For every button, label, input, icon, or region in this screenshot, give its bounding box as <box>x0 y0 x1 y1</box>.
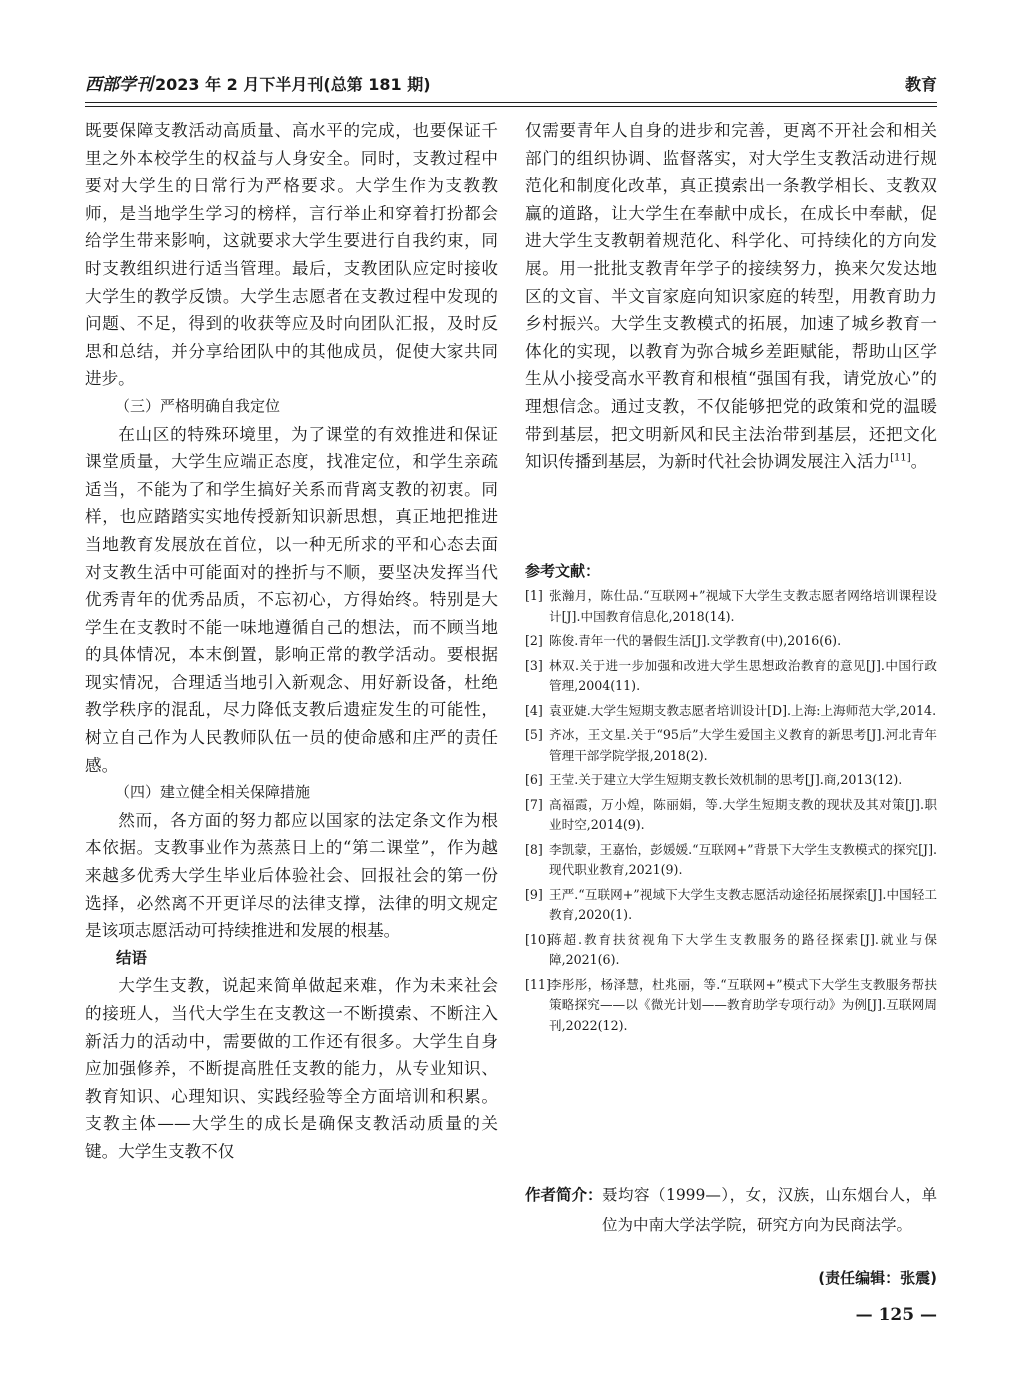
reference-text: 张瀚月，陈仕品.“互联网+”视域下大学生支教志愿者网络培训课程设计[J].中国教育信息化,2018(14). <box>549 588 937 624</box>
reference-item <box>525 631 937 652</box>
running-header <box>85 71 937 99</box>
reference-number: [4] <box>525 702 543 718</box>
left-column <box>85 117 498 1166</box>
author-bio <box>525 1180 937 1240</box>
section-name: 教育 <box>904 75 937 94</box>
citation-mark: [11] <box>890 452 911 464</box>
paragraph: 在山区的特殊环境里，为了课堂的有效推进和保证课堂质量，大学生应端正态度，找准定位，和学生亲疏适当，不能为了和学生搞好关系而背离支教的初衷。同样，也应踏踏实实地传授新知识新思想，真正地把推进当地教育发展放在首位，以一种无所求的平和心态去面对支教生活中可能面对的挫折与不顺，要坚决发挥当代优秀青年的优秀品质，不忘初心，方得始终。特别是大学生在支教时不能一味地遵循自己的想法，而不顾当地的具体情况，本末倒置，影响正常的教学活动。要根据现实情况，合理适当地引入新观念、用好新设备，杜绝教学秩序的混乱，尽力降低支教后遗症发生的可能性，树立自己作为人民教师队伍一员的使命感和庄严的责任感。 <box>85 424 498 775</box>
reference-number: [9] <box>525 886 543 902</box>
reference-item <box>525 840 937 881</box>
journal-logo: 西部学刊 <box>85 75 153 95</box>
reference-text: 李凯蒙，王嘉怡，彭媛媛.“互联网+”背景下大学生支教模式的探究[J].现代职业教育,2021(9). <box>549 841 937 877</box>
conclusion-heading: 结语 <box>116 948 148 967</box>
paragraph: 既要保障支教活动高质量、高水平的完成，也要保证千里之外本校学生的权益与人身安全。同时，支教过程中要对大学生的日常行为严格要求。大学生作为支教教师，是当地学生学习的榜样，言行举止和穿着打扮都会给学生带来影响，这就要求大学生要进行自我约束，同时支教组织进行适当管理。最后，支教团队应定时接收大学生的教学反馈。大学生志愿者在支教过程中发现的问题、不足，得到的收获等应及时向团队汇报，及时反思和总结，并分享给团队中的其他成员，促使大家共同进步。 <box>85 121 498 389</box>
header-rule <box>85 102 937 103</box>
paragraph-text: 仅需要青年人自身的进步和完善，更离不开社会和相关部门的组织协调、监督落实，对大学生支教活动进行规范化和制度化改革，真正摸索出一条教学相长、支教双赢的道路，让大学生在奉献中成长，在成长中奉献，促进大学生支教朝着规范化、科学化、可持续化的方向发展。用一批批支教青年学子的接续努力，换来欠发达地区的文盲、半文盲家庭向知识家庭的转型，用教育助力乡村振兴。大学生支教模式的拓展，加速了城乡教育一体化的实现，以教育为弥合城乡差距赋能，帮助山区学生从小接受高水平教育和根植“强国有我，请党放心”的理想信念。通过支教，不仅能够把党的政策和党的温暖带到基层，把文明新风和民主法治带到基层，还把文化知识传播到基层，为新时代社会协调发展注入活力 <box>525 121 937 472</box>
paragraph-end: 。 <box>910 452 928 472</box>
header-rule-thin <box>85 106 937 107</box>
reference-text: 齐冰，王文星.关于“95后”大学生爱国主义教育的新思考[J].河北青年管理干部学院学报,2018(2). <box>549 727 937 763</box>
author-label: 作者简介： <box>525 1186 603 1204</box>
header-left <box>85 71 431 99</box>
references-heading: 参考文献： <box>525 562 601 580</box>
issue-info: 2023 年 2 月下半月刊(总第 181 期) <box>155 75 431 94</box>
reference-number: [5] <box>525 727 543 742</box>
references-list <box>525 586 937 1040</box>
paragraph: 大学生支教，说起来简单做起来难，作为未来社会的接班人，当代大学生在支教这一不断摸索、不断注入新活力的活动中，需要做的工作还有很多。大学生自身应加强修养，不断提高胜任支教的能力，从专业知识、教育知识、心理知识、实践经验等全方面培训和积累。支教主体——大学生的成长是确保支教活动质量的关键。大学生支教不仅 <box>85 976 498 1161</box>
reference-number: [1] <box>525 588 543 603</box>
reference-item <box>525 795 937 836</box>
reference-item <box>525 885 937 926</box>
right-column <box>525 117 937 476</box>
editor-note: (责任编辑：张震) <box>818 1269 937 1287</box>
reference-text: 林双.关于进一步加强和改进大学生思想政治教育的意见[J].中国行政管理,2004(11). <box>549 657 937 693</box>
reference-item <box>525 701 937 722</box>
reference-text: 王严.“互联网+”视域下大学生支教志愿活动途径拓展探索[J].中国轻工教育,2020(1). <box>549 886 937 922</box>
reference-text: 李彤彤，杨泽慧，杜兆丽，等.“互联网+”模式下大学生支教服务帮扶策略探究——以《微光计划——教育助学专项行动》为例[J].互联网周刊,2022(12). <box>549 976 937 1033</box>
reference-number: [2] <box>525 633 543 648</box>
author-text: 聂均容（1999—），女，汉族，山东烟台人，单位为中南大学法学院，研究方向为民商法学。 <box>602 1186 937 1234</box>
reference-number: [11] <box>525 976 551 992</box>
reference-item <box>525 725 937 766</box>
reference-number: [3] <box>525 657 543 673</box>
page-number: — 125 — <box>855 1305 937 1325</box>
reference-text: 袁亚婕.大学生短期支教志愿者培训设计[D].上海:上海师范大学,2014. <box>549 702 937 718</box>
reference-number: [10] <box>525 931 551 947</box>
paragraph: 然而，各方面的努力都应以国家的法定条文作为根本依据。支教事业作为蒸蒸日上的“第二课堂”，作为越来越多优秀大学生毕业后体验社会、回报社会的第一份选择，必然离不开更详尽的法律支撑，法律的明文规定是该项志愿活动可持续推进和发展的根基。 <box>85 810 498 941</box>
reference-number: [8] <box>525 841 543 857</box>
reference-text: 高福霞，万小煌，陈丽娟，等.大学生短期支教的现状及其对策[J].职业时空,2014(9). <box>549 796 937 832</box>
reference-text: 蒋超.教育扶贫视角下大学生支教服务的路径探索[J].就业与保障,2021(6). <box>549 931 937 967</box>
reference-item <box>525 770 937 791</box>
reference-item <box>525 586 937 627</box>
section-heading-4: （四）建立健全相关保障措施 <box>115 783 311 802</box>
reference-number: [6] <box>525 772 543 787</box>
reference-text: 陈俊.青年一代的暑假生活[J].文学教育(中),2016(6). <box>549 633 842 648</box>
paragraph <box>525 117 937 476</box>
section-heading-3: （三）严格明确自我定位 <box>115 396 281 415</box>
reference-item <box>525 656 937 697</box>
reference-item <box>525 975 937 1037</box>
reference-number: [7] <box>525 796 543 812</box>
reference-item <box>525 930 937 971</box>
reference-text: 王莹.关于建立大学生短期支教长效机制的思考[J].商,2013(12). <box>549 772 903 787</box>
